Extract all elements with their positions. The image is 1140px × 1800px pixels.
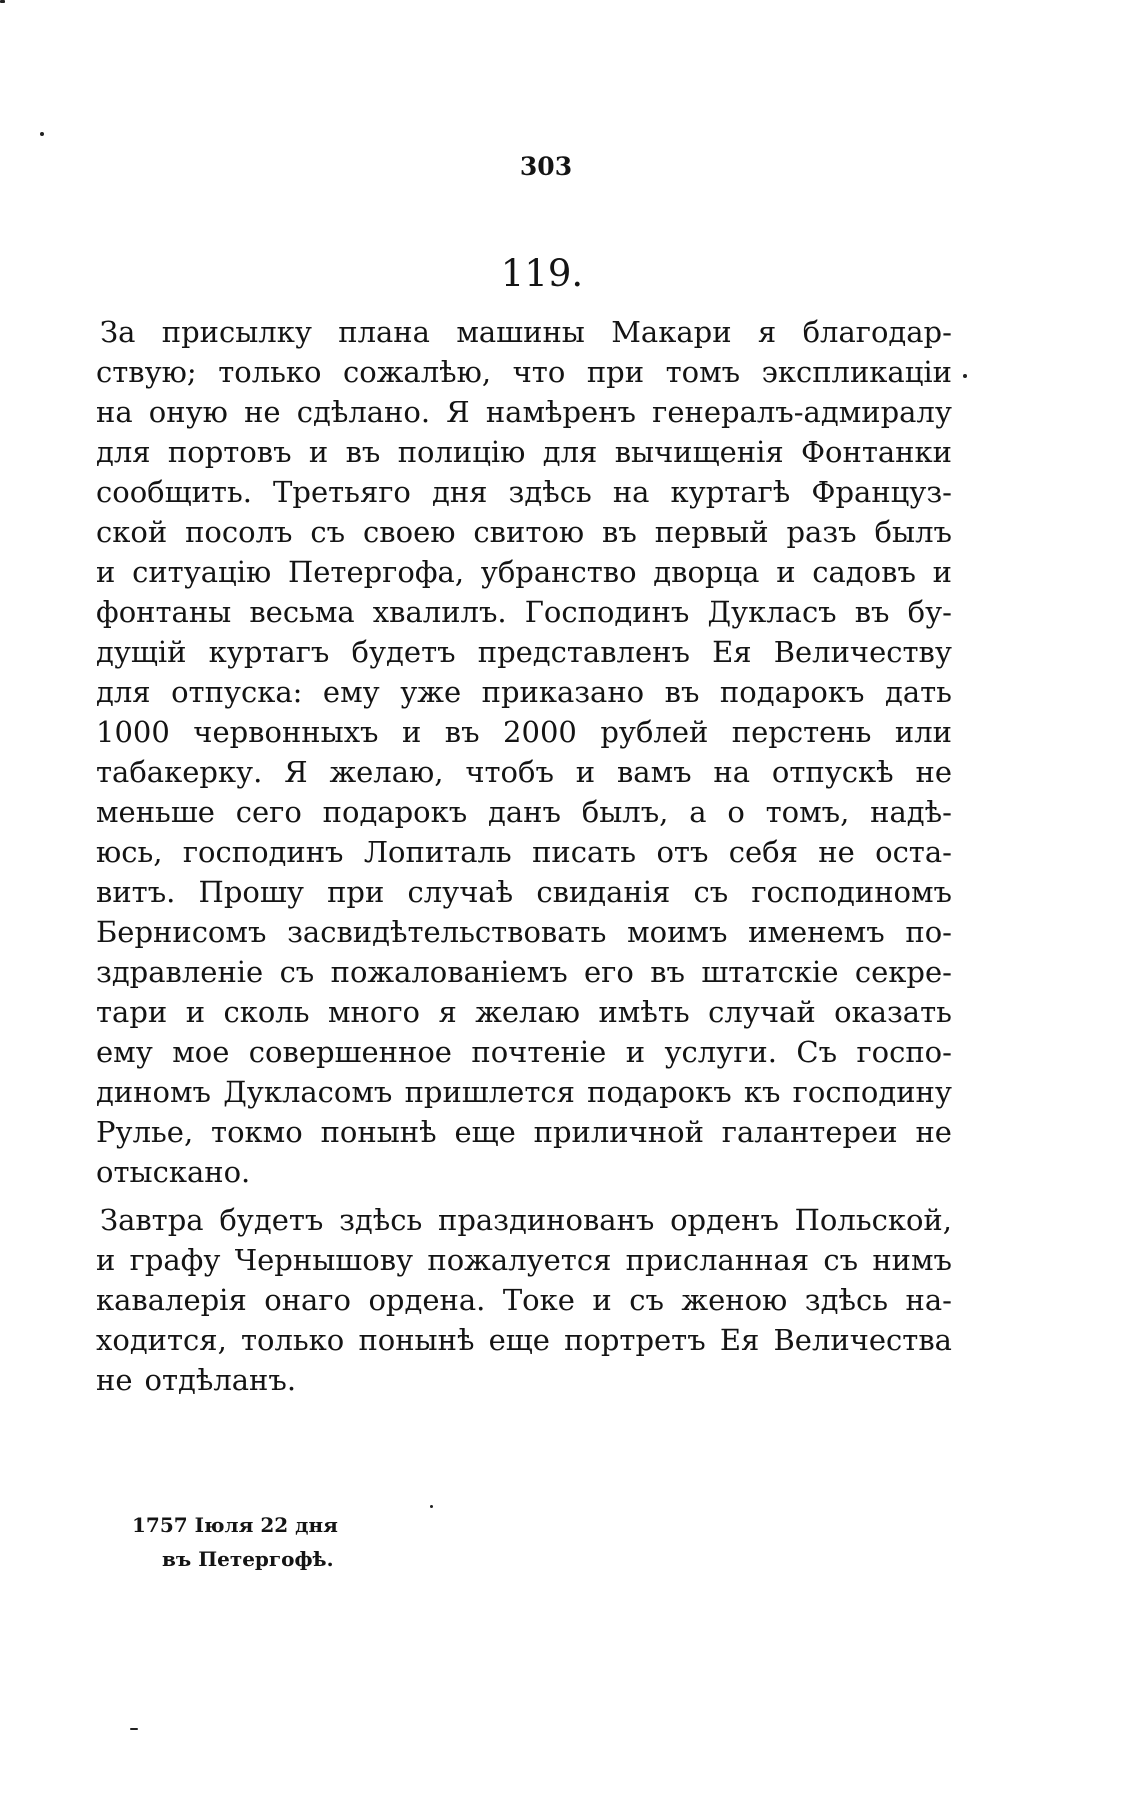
- text-line: [96, 552, 952, 592]
- word: вамъ: [616, 755, 692, 789]
- word: пожалуется: [427, 1243, 612, 1277]
- word: на: [612, 475, 650, 509]
- word: куртагѣ: [670, 475, 791, 509]
- word: пожалованіемъ: [330, 955, 568, 989]
- word: Макари: [611, 315, 732, 349]
- word: ему: [96, 1035, 153, 1069]
- text-line: [96, 1280, 952, 1320]
- text-line: [96, 952, 952, 992]
- word: меньше: [96, 795, 215, 829]
- word: или: [894, 715, 952, 749]
- word: рублей: [600, 715, 709, 749]
- word: За: [100, 315, 136, 349]
- word: Величества: [773, 1323, 952, 1357]
- word: намѣренъ: [485, 395, 636, 429]
- word: въ: [664, 675, 700, 709]
- word: тари: [96, 995, 168, 1029]
- word: еще: [488, 1323, 550, 1357]
- text-line: [96, 592, 952, 632]
- word: здравленіе: [96, 955, 264, 989]
- word: сдѣлано.: [296, 395, 431, 429]
- word: отпуска:: [171, 675, 303, 709]
- word: Чернышову: [234, 1243, 414, 1277]
- word: понынѣ: [320, 1115, 437, 1149]
- word: генералъ-адмиралу: [652, 395, 952, 429]
- word: свитою: [473, 515, 585, 549]
- word: благодар-: [802, 315, 952, 349]
- word: и: [401, 715, 422, 749]
- word: орденъ: [670, 1203, 779, 1237]
- word: въ: [444, 715, 480, 749]
- word: нимъ: [872, 1243, 952, 1277]
- word: ему: [322, 675, 380, 709]
- word: случаѣ: [407, 875, 514, 909]
- word: куртагъ: [208, 635, 330, 669]
- word: дущій: [96, 635, 187, 669]
- word: что: [512, 355, 566, 389]
- word: оказать: [834, 995, 952, 1029]
- text-line: [96, 752, 952, 792]
- word: для: [542, 435, 598, 469]
- word: Ея: [712, 635, 752, 669]
- word: совершенное: [248, 1035, 452, 1069]
- word: ордена.: [368, 1283, 486, 1317]
- word: Француз-: [811, 475, 952, 509]
- word: Дукласомъ: [223, 1075, 393, 1109]
- word: не: [915, 1115, 952, 1149]
- word: весьма: [249, 595, 355, 629]
- word: ствую;: [96, 355, 197, 389]
- word: много: [327, 995, 420, 1029]
- word: въ: [345, 435, 381, 469]
- dateline: [132, 1508, 338, 1576]
- text-line: [96, 832, 952, 872]
- word: портретъ: [564, 1323, 706, 1357]
- word: присланная: [625, 1243, 810, 1277]
- word: пришлется: [404, 1075, 575, 1109]
- word: приличной: [533, 1115, 704, 1149]
- word: табакерку.: [96, 755, 263, 789]
- text-line: [96, 1072, 952, 1112]
- word: токмо: [211, 1115, 303, 1149]
- dateline-date: 1757 Іюля 22 дня: [132, 1513, 338, 1537]
- word: томъ,: [765, 795, 850, 829]
- paragraph: [96, 312, 952, 1192]
- word: плана: [338, 315, 430, 349]
- word: будетъ: [219, 1203, 324, 1237]
- word: не: [96, 1363, 133, 1397]
- word: данъ: [488, 795, 561, 829]
- word: чтобъ: [465, 755, 554, 789]
- word: Господинъ: [524, 595, 690, 629]
- word: дня: [431, 475, 488, 509]
- text-line: [96, 512, 952, 552]
- word: бу-: [907, 595, 952, 629]
- word: отыскано.: [96, 1155, 251, 1189]
- word: томъ: [665, 355, 741, 389]
- word: и: [96, 1243, 116, 1277]
- word: сожалѣю,: [343, 355, 492, 389]
- word: на-: [905, 1283, 952, 1317]
- word: не: [915, 755, 952, 789]
- text-line: [96, 912, 952, 952]
- word: штатскіе: [701, 955, 839, 989]
- word: портовъ: [167, 435, 292, 469]
- word: Петергофа,: [287, 555, 465, 589]
- word: будетъ: [351, 635, 456, 669]
- word: имѣть: [598, 995, 690, 1029]
- word: юсь,: [96, 835, 163, 869]
- word: услуги.: [664, 1035, 777, 1069]
- word: уже: [400, 675, 462, 709]
- text-line: [96, 1200, 952, 1240]
- word: Третьяго: [273, 475, 411, 509]
- text-line: [96, 312, 952, 352]
- word: въ: [650, 955, 685, 989]
- word: не: [244, 395, 281, 429]
- scan-speck: [963, 374, 967, 378]
- word: 1000: [96, 715, 170, 749]
- word: витъ.: [96, 875, 176, 909]
- text-line: [96, 712, 952, 752]
- word: и: [625, 1035, 646, 1069]
- word: присылку: [161, 315, 312, 349]
- word: Съ: [796, 1035, 838, 1069]
- word: съ: [310, 515, 346, 549]
- letter-body: [96, 312, 952, 1400]
- word: а: [689, 795, 707, 829]
- word: посолъ: [185, 515, 293, 549]
- word: Лопиталь: [363, 835, 512, 869]
- word: только: [218, 355, 322, 389]
- word: здѣсь: [804, 1283, 888, 1317]
- word: праздинованъ: [438, 1203, 655, 1237]
- word: случай: [708, 995, 816, 1029]
- dateline-place: въ Петергофѣ.: [162, 1547, 334, 1571]
- word: Фонтанки: [800, 435, 952, 469]
- word: я: [438, 995, 457, 1029]
- word: отпускѣ: [771, 755, 894, 789]
- word: почтеніе: [471, 1035, 607, 1069]
- word: еще: [454, 1115, 516, 1149]
- word: хвалилъ.: [372, 595, 507, 629]
- text-line: [96, 1152, 952, 1192]
- text-line: [96, 1240, 952, 1280]
- word: вычищенія: [614, 435, 784, 469]
- word: Завтра: [100, 1203, 204, 1237]
- word: дать: [884, 675, 952, 709]
- word: кавалерія: [96, 1283, 247, 1317]
- word: ской: [96, 515, 168, 549]
- page-number: 303: [519, 152, 573, 181]
- word: машины: [456, 315, 585, 349]
- word: своею: [363, 515, 456, 549]
- word: фонтаны: [96, 595, 232, 629]
- word: его: [584, 955, 634, 989]
- word: свиданія: [536, 875, 671, 909]
- word: я: [757, 315, 777, 349]
- word: женою: [681, 1283, 788, 1317]
- scan-speck: [430, 1505, 433, 1508]
- word: 2000: [503, 715, 577, 749]
- word: для: [96, 675, 151, 709]
- word: не: [818, 835, 855, 869]
- word: былъ: [874, 515, 952, 549]
- word: подарокъ: [587, 1075, 732, 1109]
- text-line: [96, 1112, 952, 1152]
- word: и: [592, 1283, 612, 1317]
- word: Дукласъ: [707, 595, 837, 629]
- text-line: [96, 472, 952, 512]
- word: оную: [148, 395, 228, 429]
- word: и: [776, 555, 796, 589]
- word: къ: [743, 1075, 781, 1109]
- scan-speck: [40, 132, 44, 136]
- word: Величеству: [773, 635, 952, 669]
- text-line: [96, 1320, 952, 1360]
- word: Прошу: [198, 875, 304, 909]
- text-line: [96, 792, 952, 832]
- word: Я: [446, 395, 470, 429]
- word: дворца: [653, 555, 760, 589]
- scan-speck: [0, 0, 5, 3]
- text-line: [96, 632, 952, 672]
- word: именемъ: [748, 915, 885, 949]
- word: Я: [284, 755, 308, 789]
- word: Ея: [719, 1323, 760, 1357]
- word: и: [96, 555, 116, 589]
- text-line: [96, 872, 952, 912]
- word: желаю: [475, 995, 580, 1029]
- word: господину: [792, 1075, 952, 1109]
- word: и: [932, 555, 952, 589]
- word: на: [713, 755, 751, 789]
- word: отъ: [656, 835, 709, 869]
- word: ситуацію: [132, 555, 272, 589]
- word: здѣсь: [508, 475, 592, 509]
- word: при: [586, 355, 645, 389]
- paragraph: [96, 1200, 952, 1400]
- word: Бернисомъ: [96, 915, 267, 949]
- word: мое: [172, 1035, 230, 1069]
- word: съ: [629, 1283, 664, 1317]
- word: съ: [279, 955, 315, 989]
- word: господиномъ: [751, 875, 952, 909]
- word: сего: [235, 795, 302, 829]
- word: понынѣ: [358, 1323, 475, 1357]
- word: писать: [532, 835, 637, 869]
- word: при: [327, 875, 385, 909]
- word: Рулье,: [96, 1115, 194, 1149]
- word: на: [96, 395, 133, 429]
- word: госпо-: [856, 1035, 952, 1069]
- word: подарокъ: [322, 795, 468, 829]
- word: разъ: [786, 515, 857, 549]
- word: садовъ: [812, 555, 916, 589]
- word: онаго: [264, 1283, 351, 1317]
- text-line: [96, 432, 952, 472]
- word: о: [727, 795, 745, 829]
- text-line: [96, 672, 952, 712]
- word: съ: [693, 875, 729, 909]
- word: только: [240, 1323, 345, 1357]
- text-line: [96, 1032, 952, 1072]
- word: съ: [823, 1243, 859, 1277]
- word: червонныхъ: [193, 715, 379, 749]
- text-line: [96, 392, 952, 432]
- word: надѣ-: [870, 795, 952, 829]
- word: ходится,: [96, 1323, 227, 1357]
- word: засвидѣтельствовать: [287, 915, 607, 949]
- word: сообщить.: [96, 475, 252, 509]
- word: себя: [728, 835, 798, 869]
- word: экспликаціи: [761, 355, 952, 389]
- word: господинъ: [182, 835, 344, 869]
- word: приказано: [481, 675, 645, 709]
- word: секре-: [854, 955, 952, 989]
- word: и: [575, 755, 596, 789]
- word: моимъ: [627, 915, 728, 949]
- word: отдѣланъ.: [144, 1363, 297, 1397]
- word: Польской,: [794, 1203, 952, 1237]
- word: полицію: [397, 435, 526, 469]
- text-line: [96, 1360, 952, 1400]
- text-line: [96, 992, 952, 1032]
- letter-number: 119.: [500, 252, 584, 295]
- word: былъ,: [581, 795, 669, 829]
- word: и: [308, 435, 329, 469]
- text-line: [96, 352, 952, 392]
- word: диномъ: [96, 1075, 211, 1109]
- word: здѣсь: [339, 1203, 423, 1237]
- word: убранство: [480, 555, 637, 589]
- word: галантереи: [721, 1115, 898, 1149]
- word: перстень: [731, 715, 872, 749]
- scan-speck: [130, 1728, 138, 1730]
- word: первый: [654, 515, 769, 549]
- word: и: [185, 995, 206, 1029]
- word: сколь: [223, 995, 310, 1029]
- word: оста-: [875, 835, 952, 869]
- word: подарокъ: [719, 675, 865, 709]
- word: графу: [129, 1243, 221, 1277]
- word: Токе: [502, 1283, 575, 1317]
- word: представленъ: [477, 635, 690, 669]
- word: для: [96, 435, 151, 469]
- word: по-: [905, 915, 952, 949]
- word: желаю,: [329, 755, 444, 789]
- word: въ: [854, 595, 890, 629]
- word: въ: [602, 515, 637, 549]
